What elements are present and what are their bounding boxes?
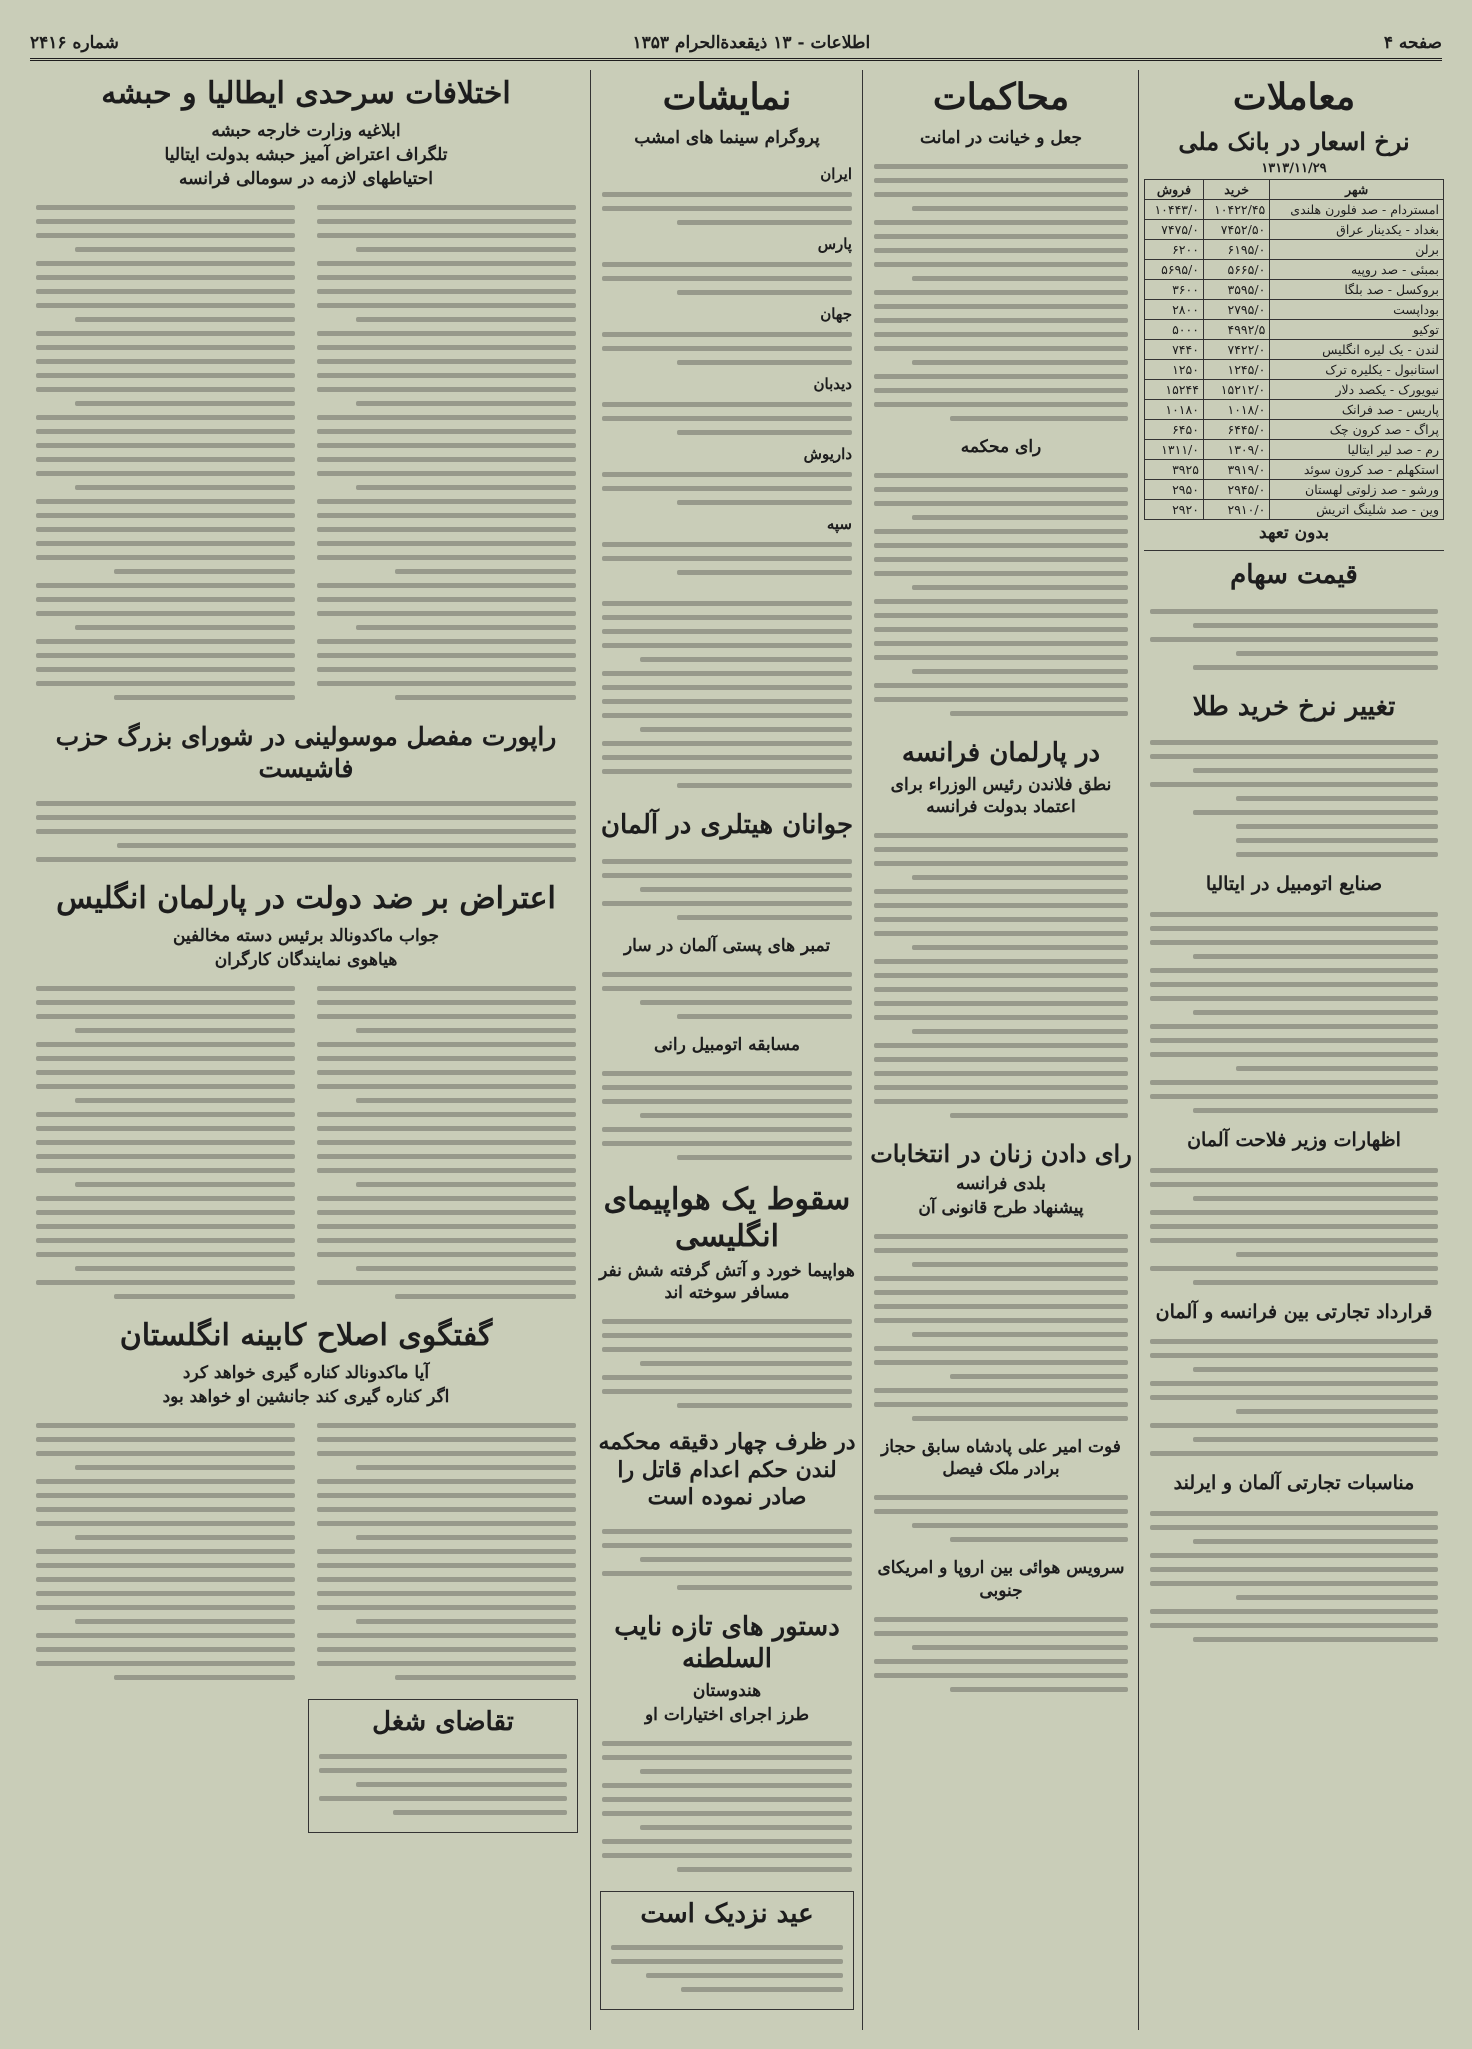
rate-city: لندن - یک لیره انگلیس — [1270, 340, 1444, 360]
uk-text-a — [311, 973, 582, 1312]
rates-title: نرخ اسعار در بانک ملی — [1178, 127, 1410, 157]
death-title: فوت امیر علی پادشاه سابق حجاز برادر ملک فیصل — [881, 1437, 1121, 1480]
rate-row — [1145, 380, 1444, 400]
rate-buy: ۱۵۲۱۲/۰ — [1203, 380, 1269, 400]
trade2-title: مناسبات تجارتی آلمان و ایرلند — [1173, 1472, 1415, 1495]
rate-city: استانبول - یکلیره ترک — [1270, 360, 1444, 380]
rate-city: رم - صد لیر ایتالیا — [1270, 440, 1444, 460]
rate-city: پراگ - صد کرون چک — [1270, 420, 1444, 440]
rate-sell: ۶۴۵۰ — [1145, 420, 1204, 440]
rate-buy: ۷۴۵۲/۵۰ — [1203, 220, 1269, 240]
crash-title: سقوط یک هواپیمای انگلیسی — [603, 1181, 851, 1255]
rate-row — [1145, 360, 1444, 380]
rate-sell: ۳۶۰۰ — [1145, 280, 1204, 300]
cinema-name: داریوش — [803, 445, 852, 464]
death-text — [868, 1482, 1134, 1555]
section-title: نمایشات — [662, 76, 792, 118]
rate-buy: ۳۹۱۹/۰ — [1203, 460, 1269, 480]
vote-sub: بلدی فرانسه — [956, 1174, 1046, 1195]
rate-city: بروکسل - صد بلگا — [1270, 280, 1444, 300]
agri-text — [1144, 1155, 1444, 1298]
rate-row — [1145, 460, 1444, 480]
exchange-rates-table — [1144, 179, 1444, 520]
cinema-name: جهان — [820, 305, 852, 324]
trade-title: قرارداد تجارتی بین فرانسه و آلمان — [1155, 1300, 1433, 1323]
rate-sell: ۳۹۲۵ — [1145, 460, 1204, 480]
italy-sub1: ابلاغیه وزارت خارجه حبشه — [211, 121, 401, 141]
viceroy-sub2: طرز اجرای اختیارات او — [644, 1704, 810, 1725]
section-title: محاکمات — [932, 76, 1070, 118]
rate-sell: ۱۰۴۴۳/۰ — [1145, 200, 1204, 220]
section-title: معاملات — [1232, 76, 1356, 118]
rate-sell: ۱۰۱۸۰ — [1145, 400, 1204, 420]
rates-note: بدون تعهد — [1259, 523, 1329, 544]
viceroy-text — [596, 1728, 858, 1885]
italy-title: اختلافات سرحدی ایطالیا و حبشه — [101, 76, 511, 111]
rate-buy: ۳۵۹۵/۰ — [1203, 280, 1269, 300]
cinema-name: سپه — [826, 515, 852, 534]
rate-buy: ۶۴۴۵/۰ — [1203, 420, 1269, 440]
verdict-text — [868, 460, 1134, 729]
vote-sub2: پیشنهاد طرح قانونی آن — [918, 1198, 1084, 1219]
rate-sell: ۷۴۴۰ — [1145, 340, 1204, 360]
race-title: مسابقه اتومبیل رانی — [653, 1034, 801, 1055]
cabinet-text-b — [30, 1410, 301, 1693]
rate-sell: ۲۹۲۰ — [1145, 500, 1204, 520]
issue-date: اطلاعات - ۱۳ ذیقعدةالحرام ۱۳۵۳ — [632, 33, 871, 53]
job-title: تقاضای شغل — [372, 1707, 514, 1738]
rate-city: امستردام - صد فلورن هلندی — [1270, 200, 1444, 220]
rate-city: نیویورک - یکصد دلار — [1270, 380, 1444, 400]
rate-city: توکیو — [1270, 320, 1444, 340]
cinema-title: پروگرام سینما های امشب — [634, 128, 820, 149]
job-ad — [308, 1699, 578, 1833]
rate-city: بمبئی - صد روپیه — [1270, 260, 1444, 280]
air-title: سرویس هوائی بین اروپا و امریکای جنوبی — [877, 1558, 1125, 1601]
rate-buy: ۴۹۹۲/۵ — [1203, 320, 1269, 340]
rate-city: بوداپست — [1270, 300, 1444, 320]
rate-buy: ۶۱۹۵/۰ — [1203, 240, 1269, 260]
rate-city: ورشو - صد زلوتی لهستان — [1270, 480, 1444, 500]
rate-sell: ۷۴۷۵/۰ — [1145, 220, 1204, 240]
italy-text-a — [311, 192, 582, 713]
vote-text — [868, 1221, 1134, 1434]
race-text — [596, 1058, 858, 1173]
vote-title: رای دادن زنان در انتخابات — [870, 1139, 1132, 1169]
uk-title: اعتراض بر ضد دولت در پارلمان انگلیس — [56, 880, 556, 916]
rate-buy: ۲۹۱۰/۰ — [1203, 500, 1269, 520]
rate-sell: ۲۸۰۰ — [1145, 300, 1204, 320]
notice-text — [596, 588, 858, 801]
air-text — [868, 1604, 1134, 1705]
cinema-name: پارس — [817, 235, 852, 254]
parl-sub: نطق فلاندن رئیس الوزراء برای اعتماد بدولت فرانسه — [890, 774, 1112, 817]
rate-buy: ۱۲۴۵/۰ — [1203, 360, 1269, 380]
trade-text — [1144, 1326, 1444, 1469]
rate-sell: ۱۳۱۱/۰ — [1145, 440, 1204, 460]
fascist-title: راپورت مفصل موسولینی در شورای بزرگ حزب فاشیست — [55, 722, 557, 783]
rate-row — [1145, 200, 1444, 220]
column-politics — [30, 70, 582, 2030]
court-title: در ظرف چهار دقیقه محکمه لندن حکم اعدام قاتل را صادر نموده است — [598, 1429, 856, 1511]
rate-sell: ۵۶۹۵/۰ — [1145, 260, 1204, 280]
viceroy-title: دستور های تازه نایب السلطنه — [614, 1611, 840, 1675]
column-transactions — [1144, 70, 1444, 2030]
gold-text — [1144, 727, 1444, 870]
fascist-text — [30, 788, 582, 875]
rate-city: برلن — [1270, 240, 1444, 260]
rate-row — [1145, 240, 1444, 260]
uk-sub1: جواب ماکدونالد برئیس دسته مخالفین — [172, 925, 440, 946]
cinema-name: ایران — [820, 165, 852, 184]
auto-text — [1144, 899, 1444, 1126]
italy-sub3: احتیاطهای لازمه در سومالی فرانسه — [178, 169, 433, 190]
rate-sell: ۶۲۰۰ — [1145, 240, 1204, 260]
rate-city: وین - صد شلینگ اتریش — [1270, 500, 1444, 520]
col-header-buy: خرید — [1203, 180, 1269, 200]
col-header-city: شهر — [1270, 180, 1444, 200]
auto-title: صنایع اتومبیل در ایتالیا — [1205, 873, 1383, 896]
forgery-text — [868, 151, 1134, 434]
rate-row — [1145, 440, 1444, 460]
rates-date: ۱۳۱۳/۱۱/۲۹ — [1261, 161, 1327, 177]
rate-buy: ۲۷۹۵/۰ — [1203, 300, 1269, 320]
eid-title: عید نزدیک است — [640, 1898, 814, 1929]
rate-sell: ۵۰۰۰ — [1145, 320, 1204, 340]
rate-row — [1145, 320, 1444, 340]
rate-sell: ۲۹۵۰ — [1145, 480, 1204, 500]
italy-text-b — [30, 192, 301, 713]
cabinet-sub1: آیا ماکدونالد کناره گیری خواهد کرد — [182, 1362, 430, 1383]
rate-row — [1145, 420, 1444, 440]
rate-buy: ۵۶۶۵/۰ — [1203, 260, 1269, 280]
parl-text — [868, 820, 1134, 1131]
crash-sub: هواپیما خورد و آتش گرفته شش نفر مسافر سوخته اند — [599, 1260, 855, 1304]
rate-row — [1145, 480, 1444, 500]
column-courts — [868, 70, 1134, 2030]
column-shows — [596, 70, 858, 2030]
verdict-title: رای محکمه — [960, 437, 1042, 458]
rate-sell: ۱۵۲۴۴ — [1145, 380, 1204, 400]
agri-title: اظهارات وزیر فلاحت آلمان — [1187, 1128, 1401, 1151]
crash-text — [596, 1306, 858, 1421]
rate-city: استکهلم - صد کرون سوئد — [1270, 460, 1444, 480]
rate-row — [1145, 220, 1444, 240]
trade2-text — [1144, 1498, 1444, 1655]
uk-sub2: هیاهوی نمایندگان کارگران — [214, 949, 398, 970]
issue-number: شماره ۲۴۱۶ — [30, 33, 119, 53]
gold-title: تغییر نرخ خرید طلا — [1192, 691, 1396, 722]
page-label: صفحه ۴ — [1383, 33, 1442, 53]
eid-ad — [600, 1891, 854, 2011]
rate-row — [1145, 280, 1444, 300]
rate-buy: ۲۹۴۵/۰ — [1203, 480, 1269, 500]
cabinet-sub2: اگر کناره گیری کند جانشین او خواهد بود — [162, 1387, 450, 1408]
parl-title: در پارلمان فرانسه — [901, 738, 1101, 769]
rate-row — [1145, 400, 1444, 420]
rate-buy: ۱۰۱۸/۰ — [1203, 400, 1269, 420]
rate-row — [1145, 300, 1444, 320]
youth-title: جوانان هیتلری در آلمان — [600, 810, 854, 841]
rate-sell: ۱۲۵۰ — [1145, 360, 1204, 380]
stamps-title: تمبر های پستی آلمان در سار — [623, 935, 831, 956]
rate-city: بغداد - یکدینار عراق — [1270, 220, 1444, 240]
rate-buy: ۱۳۰۹/۰ — [1203, 440, 1269, 460]
rate-row — [1145, 260, 1444, 280]
viceroy-sub: هندوستان — [692, 1680, 762, 1701]
rate-buy: ۱۰۴۲۲/۴۵ — [1203, 200, 1269, 220]
stocks-text — [1144, 596, 1444, 683]
rate-buy: ۷۴۲۲/۰ — [1203, 340, 1269, 360]
cabinet-text-a — [311, 1410, 582, 1693]
cinema-list — [596, 151, 858, 588]
court-text — [596, 1516, 858, 1603]
rate-city: پاریس - صد فرانک — [1270, 400, 1444, 420]
uk-text-b — [30, 973, 301, 1312]
col-header-sell: فروش — [1145, 180, 1204, 200]
masthead-bar — [30, 28, 1442, 61]
stamps-text — [596, 959, 858, 1032]
forgery-title: جعل و خیانت در امانت — [920, 128, 1082, 149]
youth-text — [596, 846, 858, 933]
italy-sub2: تلگراف اعتراض آمیز حبشه بدولت ایتالیا — [164, 145, 448, 166]
cabinet-title: گفتگوی اصلاح کابینه انگلستان — [119, 1317, 493, 1353]
rate-row — [1145, 340, 1444, 360]
stocks-title: قیمت سهام — [1230, 560, 1358, 591]
cinema-name: دیدبان — [813, 375, 852, 394]
rate-row — [1145, 500, 1444, 520]
